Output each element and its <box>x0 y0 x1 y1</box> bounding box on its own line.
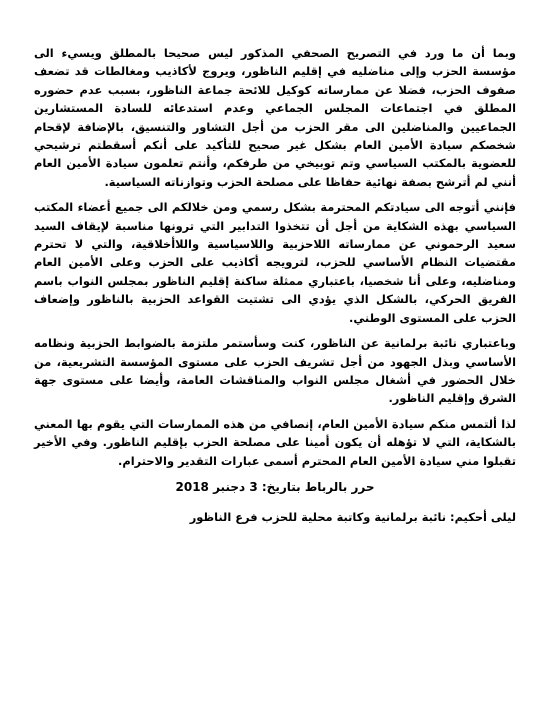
paragraph-complaint-context: وبما أن ما ورد في التصريح الصحفي المذكور ليس صحيحا بالمطلق ويسيء الى مؤسسة الحزب وإلى مناضليه في إقليم الناظور، ويروج لأكاذيب ومغالطات قد تضعف صفوف الحزب، فضلا عن ممارساته كوكيل للائحة جماعة الناظور، بسبب عدم حضوره المطلق في اجتماعات المجلس الجماعي وعدم استدعائه للسادة المستشارين الجماعيين والمناضلين الى مقر الحزب من أجل التشاور والتنسيق، بالإضافة لإقحام شخصكم سيادة الأمين العام بشكل غير صحيح للتأكيد على أنكم أسقطتم ترشيحي للعضوية بالمكتب السياسي وتم توبيخي من طرفكم، وأنتم تعلمون سيادة الأمين العام أنني لم أترشح بصفة نهائية حفاظا على مصلحة الحزب وتوازناته السياسية. <box>34 46 516 189</box>
paragraph-closing: لذا ألتمس منكم سيادة الأمين العام، إنصافي من هذه الممارسات التي يقوم بها المعني بالشكاية، التي لا تؤهله أن يكون أمينا على مصلحة الحزب بإقليم الناظور. وفي الأخير تقبلوا مني سيادة الأمين العام المحترم أسمى عبارات التقدير والاحترام. <box>34 416 516 468</box>
date-line: حرر بالرباط بتاريخ: 3 دجنبر 2018 <box>175 479 375 494</box>
paragraph-formal-request: فإنني أتوجه الى سيادتكم المحترمة بشكل رسمي ومن خلالكم الى جميع أعضاء المكتب السياسي بهذه الشكاية من أجل أن تتخذوا التدابير التي ترونها مناسبة لإيقاف السيد سعيد الرحموني عن ممارساته اللاحزبية واللاسياسية واللاأخلاقية، والتي لا تحترم مقتضيات النظام الأساسي للحزب، لترويجه أكاذيب على الحزب وعلى الأمين العام ومناضليه، وعلى أنا شخصيا، باعتباري ممثلة ساكنة إقليم الناظور بمجلس النواب باسم الفريق الحركي، بالشكل الذي يؤدي الى تشتيت القواعد الحزبية بالناظور وإضعاف الحزب على المستوى الوطني. <box>34 200 516 325</box>
letter-body <box>34 44 516 527</box>
paragraph-commitment: وباعتباري نائبة برلمانية عن الناظور، كنت وسأستمر ملتزمة بالضوابط الحزبية ونظامه الأساسي وبذل الجهود من أجل تشريف الحزب على مستوى المؤسسة التشريعية، من خلال الحضور في أشغال مجلس النواب والمناقشات العامة، وأيضا على مستوى جهة الشرق وإقليم الناظور. <box>34 336 516 406</box>
signature-line: ليلى أحكيم: نائبة برلمانية وكاتبة محلية للحزب فرع الناظور <box>189 510 516 525</box>
